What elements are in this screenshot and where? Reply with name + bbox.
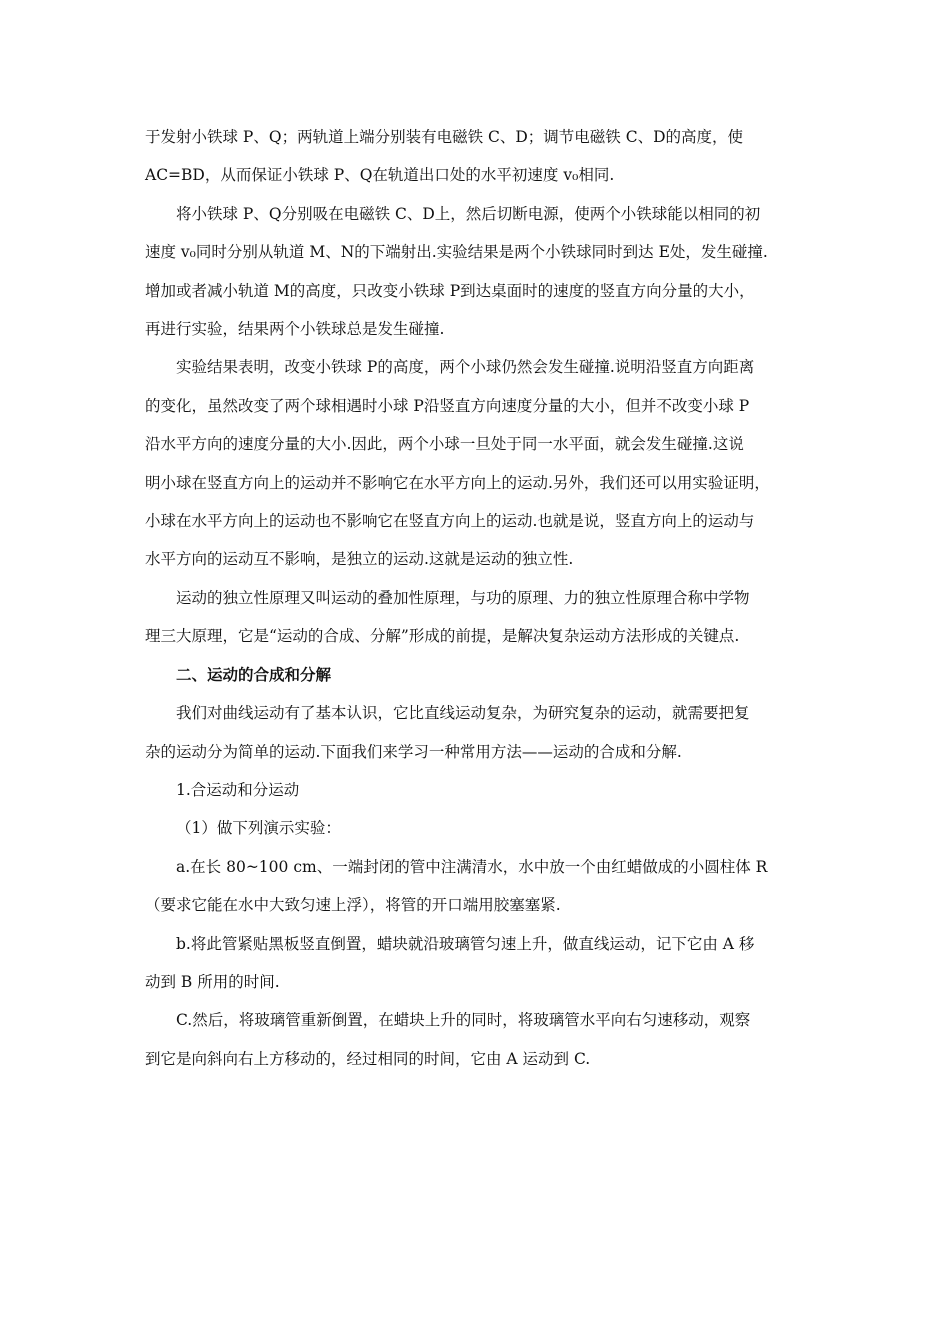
paragraph	[145, 118, 816, 195]
section-heading: 二、运动的合成和分解	[176, 665, 332, 684]
text-line: 沿水平方向的速度分量的大小.因此，两个小球一旦处于同一水平面，就会发生碰撞.这说	[145, 435, 744, 454]
text-line: 杂的运动分为简单的运动.下面我们来学习一种常用方法——运动的合成和分解.	[145, 742, 682, 761]
text-line: 于发射小铁球 P、Q；两轨道上端分别装有电磁铁 C、D；调节电磁铁 C、D的高度，使	[145, 128, 743, 146]
text-line: 水平方向的运动互不影响，是独立的运动.这就是运动的独立性.	[145, 550, 574, 569]
text-line: 速度 v₀同时分别从轨道 M、N的下端射出.实验结果是两个小铁球同时到达 E处，发生碰撞.	[145, 243, 768, 262]
text-line: 运动的独立性原理又叫运动的叠加性原理，与功的原理、力的独立性原理合称中学物	[176, 588, 750, 607]
text-line: 理三大原理，它是“运动的合成、分解”形成的前提，是解决复杂运动方法形成的关键点.	[145, 627, 740, 646]
paragraph	[145, 195, 816, 349]
text-line: 增加或者减小轨道 M的高度，只改变小铁球 P到达桌面时的速度的竖直方向分量的大小，	[145, 281, 755, 300]
paragraph	[145, 348, 816, 578]
text-line: 明小球在竖直方向上的运动并不影响它在水平方向上的运动.另外，我们还可以用实验证明，	[145, 473, 770, 492]
text-line: 将小铁球 P、Q分别吸在电磁铁 C、D上，然后切断电源，使两个小铁球能以相同的初	[176, 204, 761, 223]
paragraph	[145, 694, 816, 771]
paragraph	[145, 848, 816, 925]
paragraph	[145, 771, 816, 809]
paragraph	[145, 809, 816, 847]
text-line: 动到 B 所用的时间.	[145, 972, 280, 991]
section-composition	[145, 694, 816, 1078]
text-line: （要求它能在水中大致匀速上浮），将管的开口端用胶塞塞紧.	[145, 896, 561, 915]
text-line: AC=BD，从而保证小铁球 P、Q在轨道出口处的水平初速度 v₀相同.	[145, 166, 615, 185]
paragraph	[145, 1001, 816, 1078]
section-intro	[145, 118, 816, 656]
text-line: 小球在水平方向上的运动也不影响它在竖直方向上的运动.也就是说，竖直方向上的运动与	[145, 512, 755, 531]
paragraph	[145, 579, 816, 656]
text-line: 的变化，虽然改变了两个球相遇时小球 P沿竖直方向速度分量的大小，但并不改变小球 P	[145, 396, 750, 415]
text-line: 到它是向斜向右上方移动的，经过相同的时间，它由 A 运动到 C.	[145, 1049, 591, 1068]
text-line: C.然后，将玻璃管重新倒置，在蜡块上升的同时，将玻璃管水平向右匀速移动，观察	[176, 1011, 751, 1030]
paragraph	[145, 925, 816, 1002]
text-line: （1）做下列演示实验：	[176, 819, 341, 838]
text-line: a.在长 80~100 cm、一端封闭的管中注满清水，水中放一个由红蜡做成的小圆柱体 R	[176, 857, 768, 876]
text-line: 1.合运动和分运动	[176, 780, 300, 799]
text-line: 我们对曲线运动有了基本认识，它比直线运动复杂，为研究复杂的运动，就需要把复	[176, 704, 750, 723]
text-line: b.将此管紧贴黑板竖直倒置，蜡块就沿玻璃管匀速上升，做直线运动，记下它由 A 移	[176, 934, 755, 953]
text-line: 实验结果表明，改变小铁球 P的高度，两个小球仍然会发生碰撞.说明沿竖直方向距离	[176, 358, 755, 377]
text-line: 再进行实验，结果两个小铁球总是发生碰撞.	[145, 320, 445, 339]
